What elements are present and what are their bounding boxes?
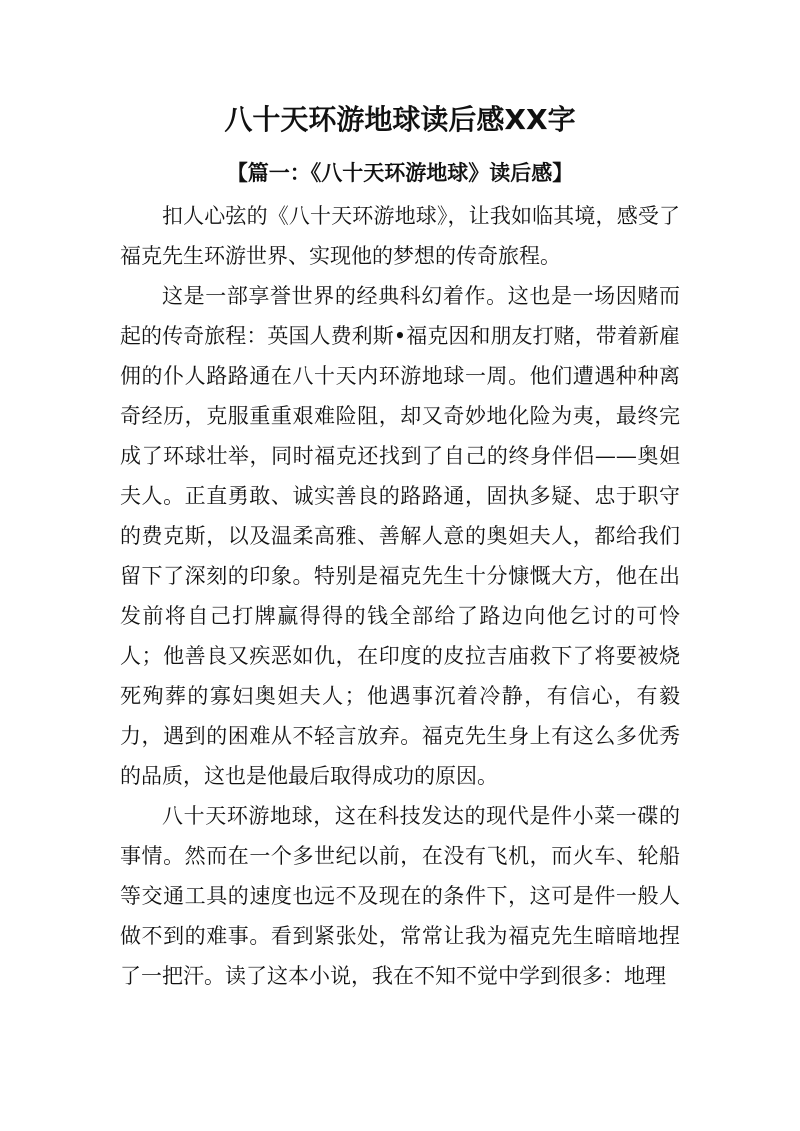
document-title: 八十天环游地球读后感XX字: [224, 103, 576, 136]
section-heading: 【篇一：《八十天环游地球》读后感】: [226, 160, 574, 185]
paragraph-1: 扣人心弦的《八十天环游地球》，让我如临其境，感受了福克先生环游世界、实现他的梦想的传奇旅程。: [120, 204, 680, 268]
paragraph-2: 这是一部享誉世界的经典科幻着作。这也是一场因赌而起的传奇旅程：英国人费利斯•福克因和朋友打赌，带着新雇佣的仆人路路通在八十天内环游地球一周。他们遭遇种种离奇经历，克服重重艰难险阻，却又奇妙地化险为夷，最终完成了环球壮举，同时福克还找到了自己的终身伴侣——奥妲夫人。正直勇敢、诚实善良的路路通，固执多疑、忠于职守的费克斯，以及温柔高雅、善解人意的奥妲夫人，都给我们留下了深刻的印象。特别是福克先生十分慷慨大方，他在出发前将自己打牌赢得得的钱全部给了路边向他乞讨的可怜人；他善良又疾恶如仇，在印度的皮拉吉庙救下了将要被烧死殉葬的寡妇奥妲夫人；他遇事沉着冷静，有信心，有毅力，遇到的困难从不轻言放弃。福克先生身上有这么多优秀的品质，这也是他最后取得成功的原因。: [120, 284, 680, 788]
paragraph-3: 八十天环游地球，这在科技发达的现代是件小菜一碟的事情。然而在一个多世纪以前，在没有飞机，而火车、轮船等交通工具的速度也远不及现在的条件下，这可是件一般人做不到的难事。看到紧张处，常常让我为福克先生暗暗地捏了一把汗。读了这本小说，我在不知不觉中学到很多：地理: [120, 804, 680, 988]
document-body: [120, 196, 680, 996]
